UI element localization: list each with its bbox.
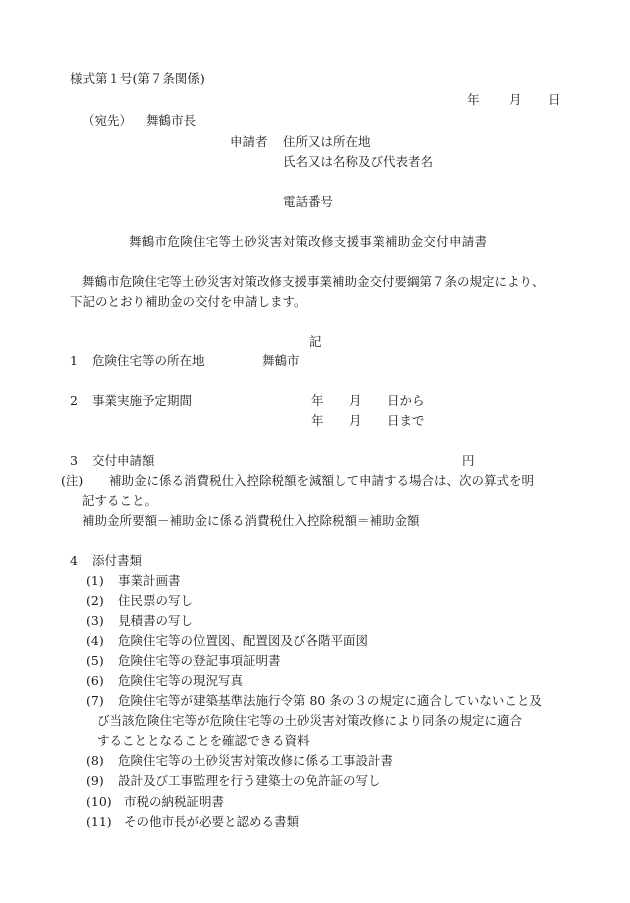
item-number: (4): [86, 633, 104, 648]
section-number: 2: [70, 393, 78, 408]
period-from-month: 月: [349, 393, 362, 408]
item-text: 危険住宅等の登記事項証明書: [118, 653, 281, 668]
attachments-label: 添付書類: [92, 553, 143, 568]
amount-label: 交付申請額: [92, 453, 155, 468]
form-number: 様式第１号(第７条関係): [70, 71, 205, 86]
item-number: (6): [86, 673, 104, 688]
location-value: 舞鶴市: [262, 353, 300, 368]
note-line-2: 記すること。: [82, 493, 158, 508]
item-number: (5): [86, 653, 104, 668]
phone-label: 電話番号: [283, 194, 334, 209]
note-line-1: 補助金に係る消費税仕入控除税額を減額して申請する場合は、次の算式を明: [109, 473, 535, 488]
section-number: 4: [70, 553, 78, 568]
date-day: 日: [548, 92, 561, 107]
period-to-year: 年: [311, 413, 324, 428]
item-number: (3): [86, 613, 104, 628]
period-to-day: 日まで: [387, 413, 425, 428]
address-label: 住所又は所在地: [283, 134, 371, 149]
date-year: 年: [467, 92, 480, 107]
item-number: (2): [86, 593, 104, 608]
section-number: 1: [70, 353, 78, 368]
item-text: 見積書の写し: [118, 613, 194, 628]
item-number: (8): [86, 753, 104, 768]
item-number: (1): [86, 573, 104, 588]
item-text: 設計及び工事監理を行う建築士の免許証の写し: [118, 773, 381, 788]
item-number: (7): [86, 693, 104, 708]
body-line-2: 下記のとおり補助金の交付を申請します。: [70, 294, 307, 309]
period-to-month: 月: [349, 413, 362, 428]
name-label: 氏名又は名称及び代表者名: [283, 154, 434, 169]
item-number: (11): [86, 814, 112, 829]
ki-heading: 記: [309, 334, 322, 349]
item-text: 事業計画書: [118, 573, 181, 588]
item-number: (9): [86, 773, 104, 788]
body-line-1: 舞鶴市危険住宅等土砂災害対策改修支援事業補助金交付要綱第７条の規定により、: [82, 274, 545, 289]
item-text: 住民票の写し: [118, 593, 194, 608]
note-formula: 補助金所要額－補助金に係る消費税仕入控除税額＝補助金額: [82, 513, 420, 528]
period-label: 事業実施予定期間: [92, 393, 193, 408]
applicant-label: 申請者: [230, 134, 268, 149]
item-text: 危険住宅等の土砂災害対策改修に係る工事設計書: [118, 753, 394, 768]
addressee-label: （宛先）: [82, 113, 133, 128]
item-text: 市税の納税証明書: [124, 794, 225, 809]
document-title: 舞鶴市危険住宅等土砂災害対策改修支援事業補助金交付申請書: [129, 234, 488, 249]
item-text: 危険住宅等の位置図、配置図及び各階平面図: [118, 633, 369, 648]
item-continuation: することとなることを確認できる資料: [97, 733, 310, 748]
item-continuation: び当該危険住宅等が危険住宅等の土砂災害対策改修により同条の規定に適合: [97, 713, 523, 728]
section-number: 3: [70, 453, 78, 468]
item-text: その他市長が必要と認める書類: [124, 814, 300, 829]
period-from-year: 年: [311, 393, 324, 408]
amount-unit: 円: [462, 453, 475, 468]
item-text: 危険住宅等が建築基準法施行令第 80 条の３の規定に適合していないこと及: [118, 693, 542, 708]
item-text: 危険住宅等の現況写真: [118, 673, 244, 688]
note-prefix: (注): [61, 473, 84, 488]
location-label: 危険住宅等の所在地: [92, 353, 205, 368]
date-month: 月: [509, 92, 522, 107]
item-number: (10): [86, 794, 112, 809]
period-from-day: 日から: [387, 393, 425, 408]
addressee-name: 舞鶴市長: [146, 113, 197, 128]
